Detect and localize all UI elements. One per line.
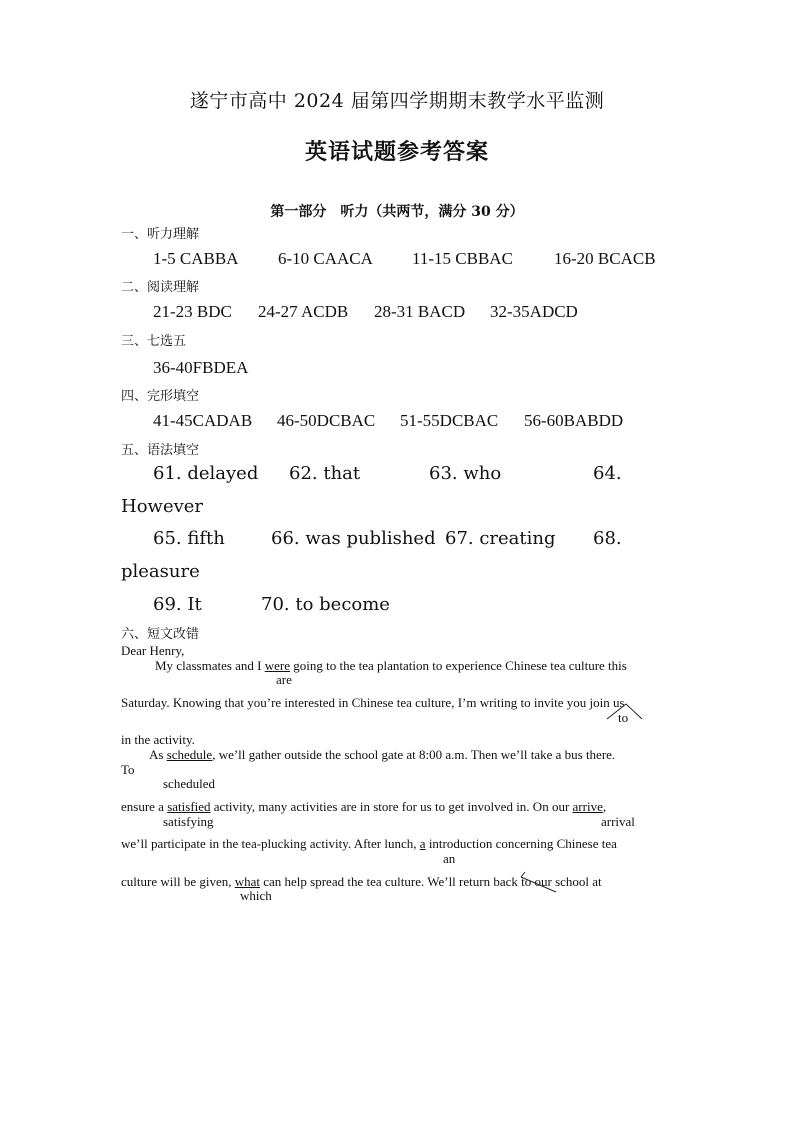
section-reading-title: 二、阅读理解 (121, 280, 200, 295)
essay-line: To (121, 762, 135, 777)
exam-title: 遂宁市高中 2024 届第四学期期末教学水平监测 (189, 90, 605, 112)
grammar-answer: 69. It (153, 594, 202, 615)
delete-back-mark-tick (521, 872, 525, 877)
grammar-answer: 66. was published (271, 528, 436, 549)
grammar-answer: pleasure (121, 561, 200, 582)
answer-group: 6-10 CAACA (278, 249, 373, 268)
section-seven-title: 三、七选五 (121, 334, 187, 349)
correction-word: which (240, 888, 272, 903)
correction-word: scheduled (163, 776, 215, 791)
essay-line: culture will be given, what can help spread the tea culture. We’ll return back to our school at (121, 874, 602, 889)
grammar-answer: 63. who (429, 463, 502, 484)
correction-word: satisfying (163, 814, 214, 829)
correction-word: are (276, 672, 292, 687)
grammar-answer: 61. delayed (153, 463, 259, 484)
grammar-answer: 67. creating (445, 528, 556, 549)
answer-group: 32-35ADCD (490, 302, 578, 321)
grammar-answer: 65. fifth (153, 528, 225, 549)
answer-group: 36-40FBDEA (153, 358, 249, 377)
correction-word: to (618, 710, 629, 725)
answer-key-title: 英语试题参考答案 (304, 139, 489, 165)
error-word: were (264, 658, 291, 673)
section-grammar-title: 五、语法填空 (121, 443, 200, 458)
essay-line: As schedule, we’ll gather outside the school gate at 8:00 a.m. Then we’ll take a bus there. (149, 747, 616, 762)
part1-heading: 第一部分 听力（共两节，满分 30 分） (270, 204, 524, 220)
grammar-answer: 64. (593, 463, 622, 484)
answer-group: 11-15 CBBAC (412, 249, 513, 268)
grammar-answer: 68. (593, 528, 622, 549)
correction-word: an (443, 851, 456, 866)
essay-greeting: Dear Henry, (121, 643, 185, 658)
delete-back-mark (521, 877, 556, 892)
answer-group: 21-23 BDC (153, 302, 232, 321)
error-word: arrive (572, 799, 603, 814)
section-listening-title: 一、听力理解 (121, 227, 200, 242)
section-cloze-title: 四、完形填空 (121, 389, 200, 404)
grammar-answer: 70. to become (261, 594, 390, 615)
answer-group: 24-27 ACDB (258, 302, 349, 321)
answer-group: 16-20 BCACB (554, 249, 656, 268)
answer-group: 41-45CADAB (153, 411, 253, 430)
error-word: schedule (166, 747, 213, 762)
essay-line: My classmates and I were going to the tea plantation to experience Chinese tea culture this (155, 658, 627, 673)
answer-group: 1-5 CABBA (153, 249, 239, 268)
essay-line: we’ll participate in the tea-plucking activity. After lunch, a introduction concerning Chinese tea (121, 836, 617, 851)
correction-word: arrival (601, 814, 635, 829)
answer-group: 46-50DCBAC (277, 411, 376, 430)
insert-caret-mark (607, 704, 642, 719)
section-correction-title: 六、短文改错 (121, 627, 200, 642)
answer-group: 51-55DCBAC (400, 411, 499, 430)
answer-group: 28-31 BACD (374, 302, 466, 321)
error-word: what (234, 874, 260, 889)
error-word: a (419, 836, 426, 851)
grammar-answer: However (121, 496, 204, 517)
answer-group: 56-60BABDD (524, 411, 624, 430)
essay-line: in the activity. (121, 732, 195, 747)
error-word: satisfied (167, 799, 211, 814)
grammar-answer: 62. that (289, 463, 361, 484)
essay-line: ensure a satisfied activity, many activities are in store for us to get involved in. On our arrive, (121, 799, 607, 814)
essay-line: Saturday. Knowing that you’re interested in Chinese tea culture, I’m writing to invite you join us (121, 695, 625, 710)
